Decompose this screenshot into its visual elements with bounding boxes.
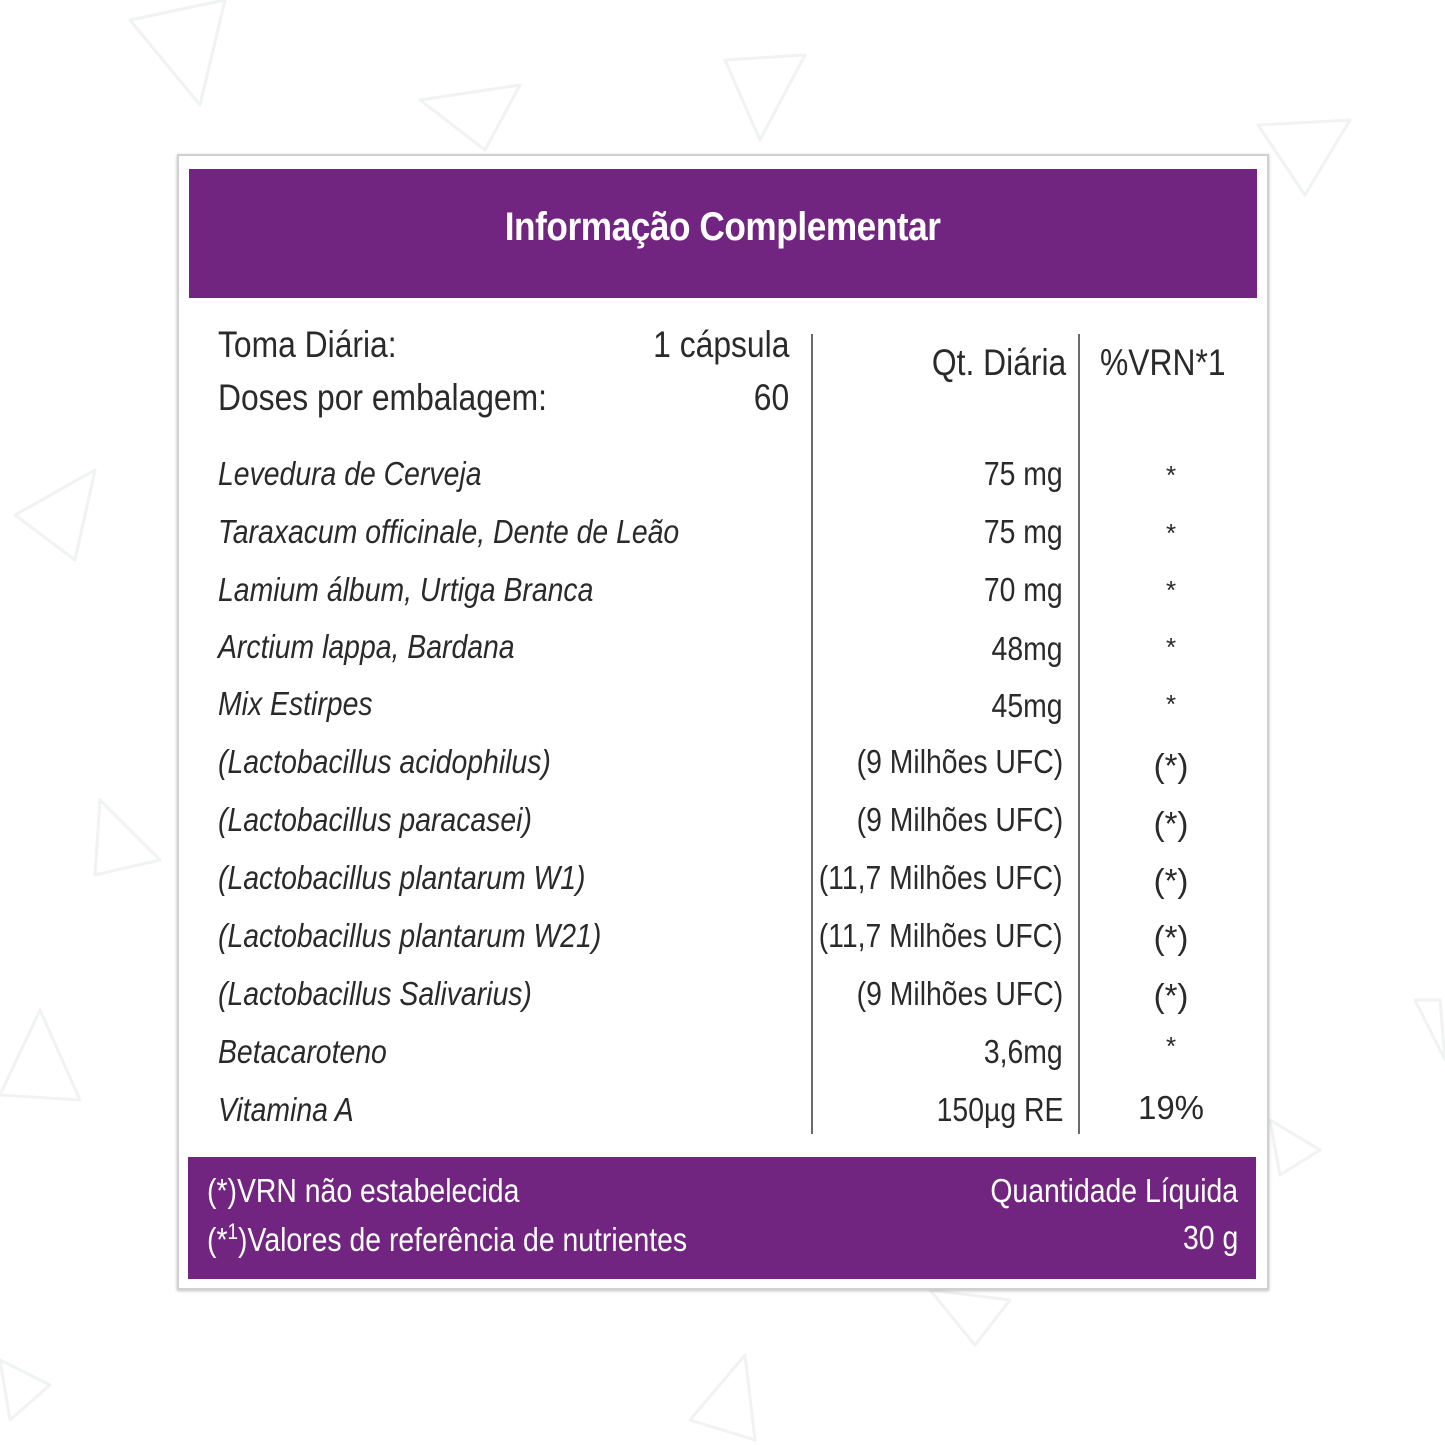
ingredient-name: Vitamina A [218,1091,354,1128]
header-banner [189,169,1257,298]
ingredient-vrn: (*) [1153,805,1189,842]
ingredient-name: (Lactobacillus plantarum W1) [218,859,586,896]
ingredient-vrn: * [1165,460,1177,490]
ingredient-quantity: (11,7 Milhões UFC) [819,859,1063,896]
note-suffix: )Valores de referência de nutrientes [238,1221,688,1258]
vrn-not-established-note: (*)VRN não estabelecida [207,1172,520,1209]
ingredient-quantity: 45mg [991,687,1063,724]
header-title: Informação Complementar [505,205,941,249]
daily-dose-label: Toma Diária: [218,324,397,365]
ingredient-quantity: 70 mg [984,571,1063,608]
ingredient-name: (Lactobacillus paracasei) [218,801,532,838]
ingredient-name: Levedura de Cerveja [218,455,482,492]
ingredient-quantity: (9 Milhões UFC) [856,801,1063,838]
nutrient-reference-note [207,1221,687,1256]
ingredient-quantity: 75 mg [984,513,1063,550]
net-quantity-label: Quantidade Líquida [990,1172,1238,1209]
ingredient-quantity: 150µg RE [936,1091,1063,1128]
ingredient-quantity: (9 Milhões UFC) [856,743,1063,780]
ingredient-vrn: 19% [1137,1089,1205,1126]
quantity-column-header: Qt. Diária [931,342,1066,383]
note-prefix: (* [207,1221,228,1258]
daily-dose-value: 1 cápsula [652,324,789,365]
ingredient-quantity: 75 mg [984,455,1063,492]
ingredient-quantity: (9 Milhões UFC) [856,975,1063,1012]
ingredient-quantity: (11,7 Milhões UFC) [819,917,1063,954]
note-superscript: 1 [227,1219,239,1244]
column-divider-quantity [811,334,813,1134]
ingredient-name: Lamium álbum, Urtiga Branca [218,571,594,608]
vrn-column-header: %VRN*1 [1100,342,1226,383]
ingredient-vrn: * [1165,632,1177,662]
ingredient-name: Arctium lappa, Bardana [218,628,515,665]
column-divider-vrn [1078,334,1080,1134]
ingredient-vrn: (*) [1153,747,1189,784]
ingredient-vrn: * [1165,518,1177,548]
ingredient-name: Mix Estirpes [218,685,373,722]
ingredient-quantity: 3,6mg [984,1033,1063,1070]
ingredient-name: (Lactobacillus plantarum W21) [218,917,602,954]
ingredient-quantity: 48mg [991,630,1063,667]
ingredient-vrn: * [1165,575,1177,605]
supplement-info-card [177,154,1269,1290]
ingredient-vrn: (*) [1153,862,1189,899]
ingredient-vrn: * [1165,1031,1177,1061]
ingredient-name: (Lactobacillus acidophilus) [218,743,551,780]
ingredient-vrn: (*) [1153,977,1189,1014]
footer-banner [188,1157,1256,1279]
ingredient-vrn: (*) [1153,919,1189,956]
doses-per-package-label: Doses por embalagem: [218,377,547,418]
ingredient-vrn: * [1165,689,1177,719]
ingredient-name: (Lactobacillus Salivarius) [218,975,532,1012]
doses-per-package-value: 60 [753,377,789,418]
net-quantity-value: 30 g [1182,1219,1238,1256]
ingredient-name: Betacaroteno [218,1033,387,1070]
ingredient-name: Taraxacum officinale, Dente de Leão [218,513,680,550]
